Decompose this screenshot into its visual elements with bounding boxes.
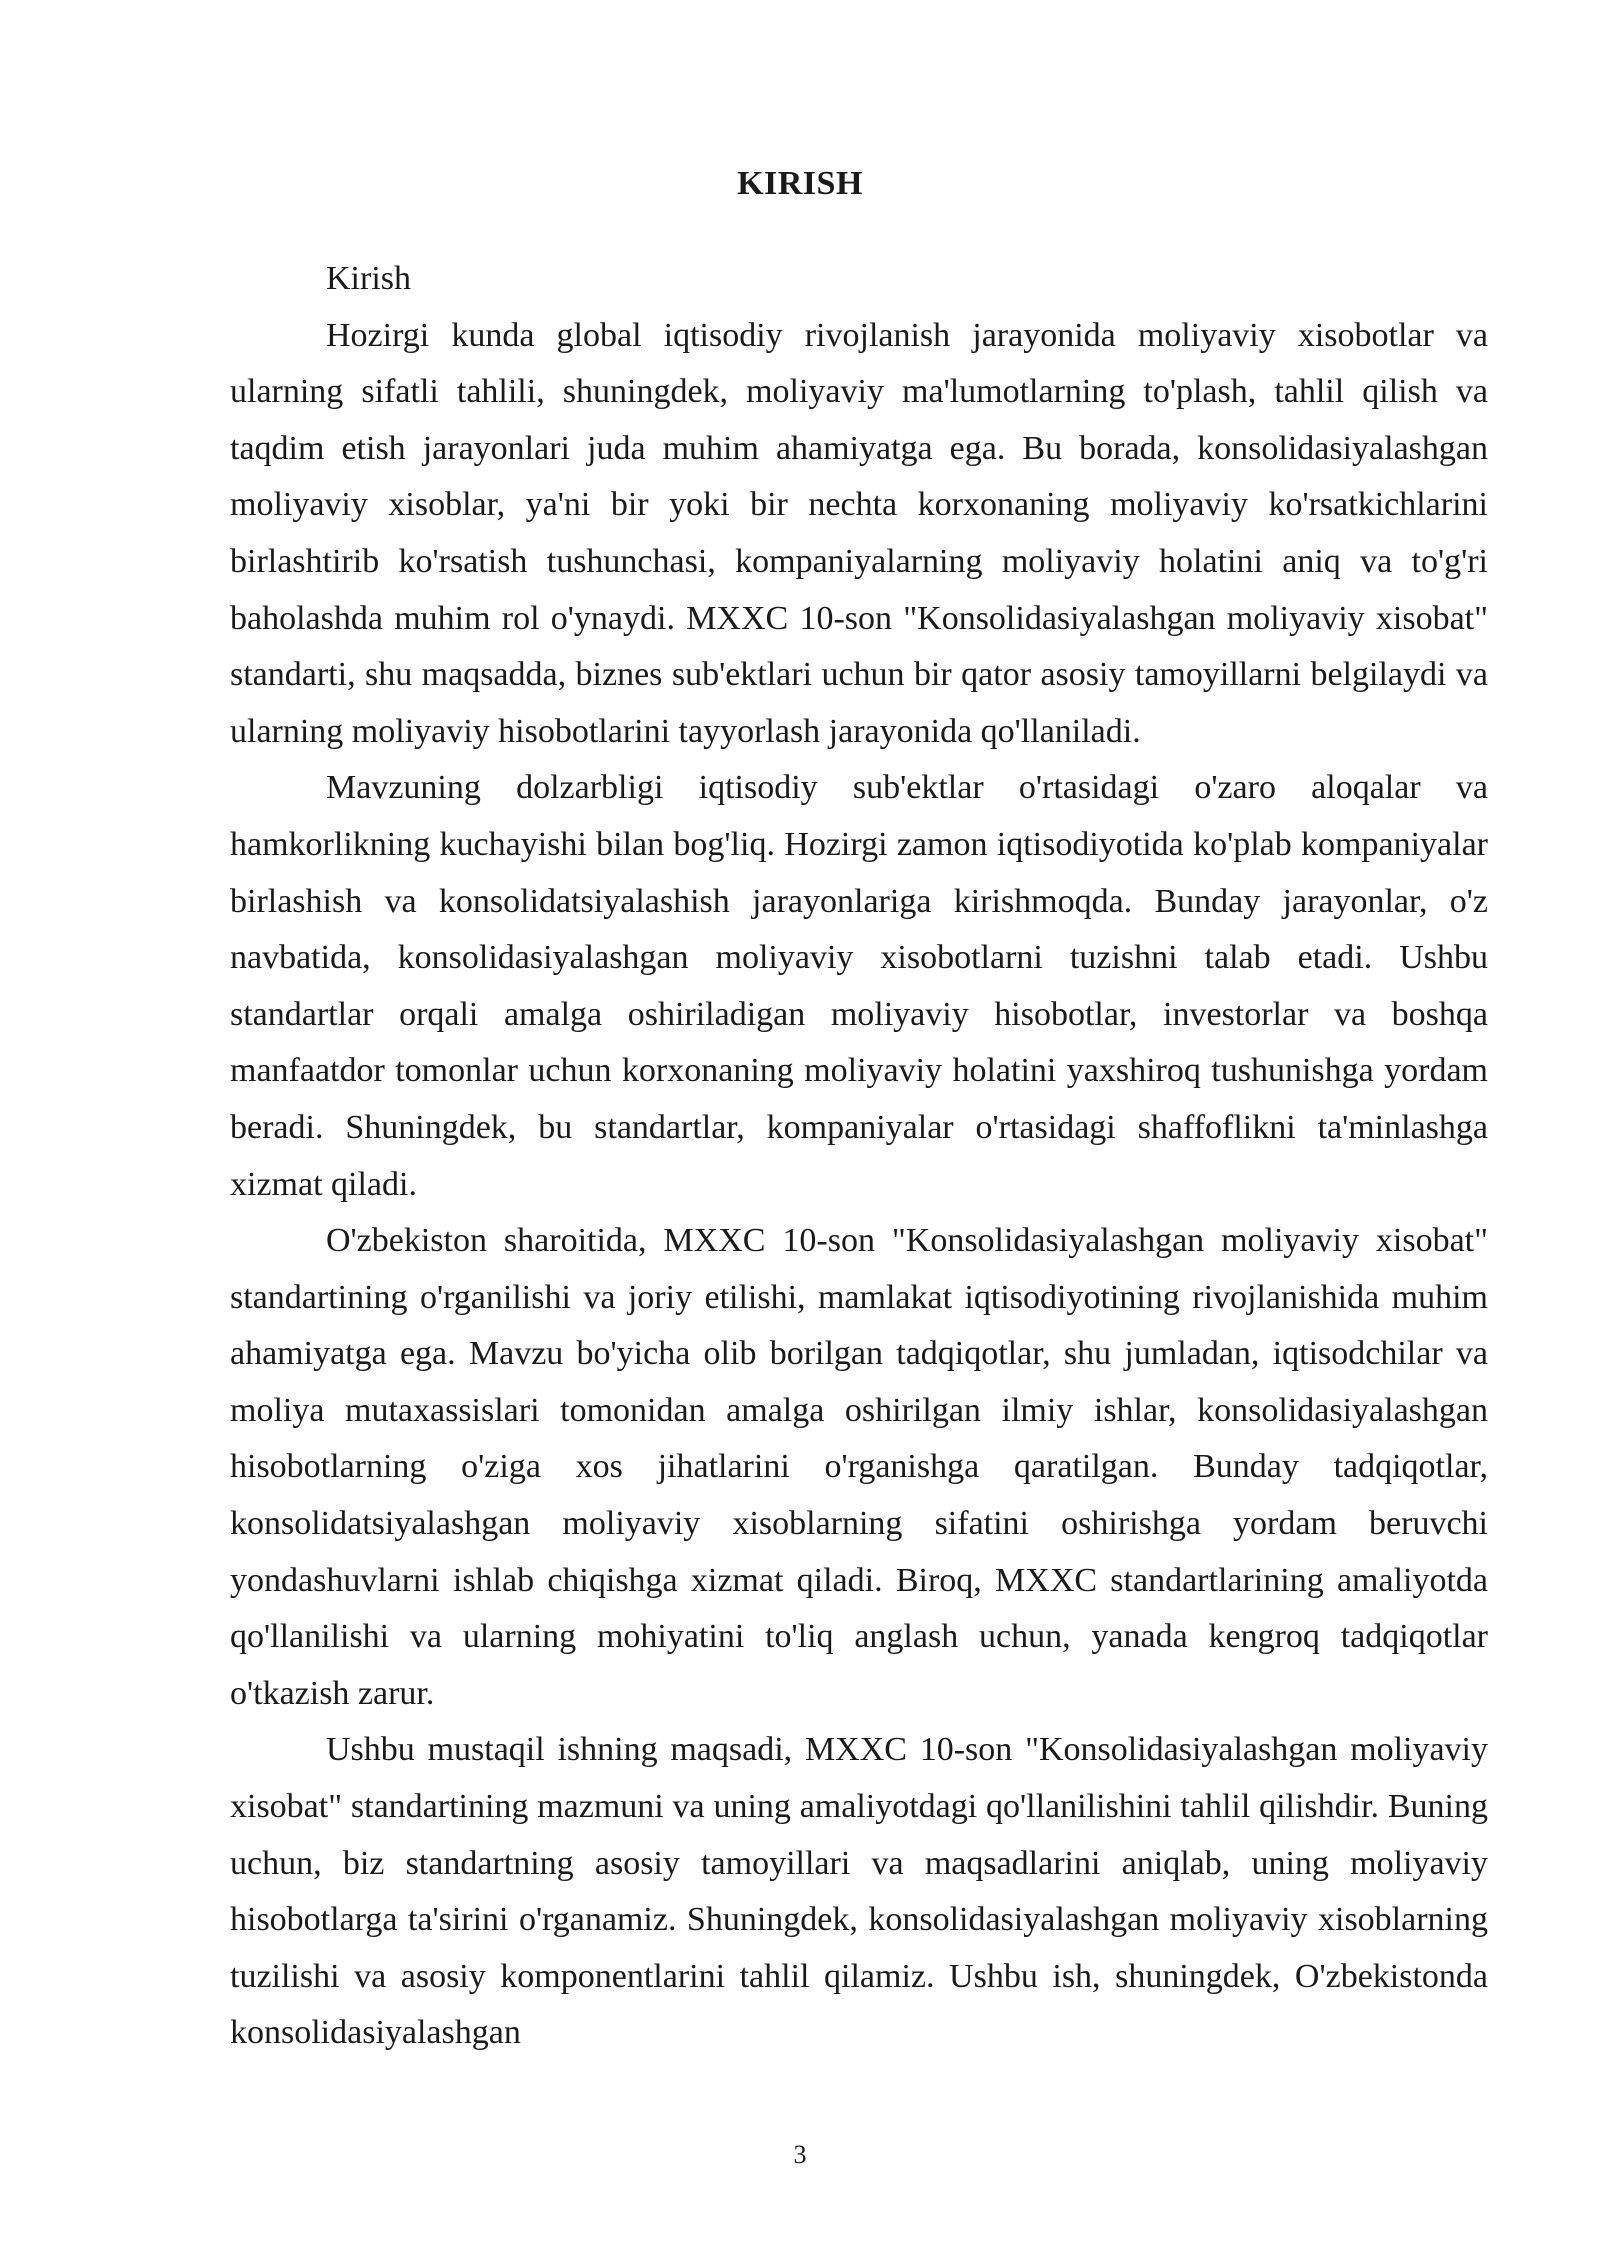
- body-text: [230, 251, 1488, 2062]
- paragraph-relevance: Mavzuning dolzarbligi iqtisodiy sub'ektlar o'rtasidagi o'zaro aloqalar va hamkorlikning kuchayishi bilan bog'liq. Hozirgi zamon iqtisodiyotida ko'plab kompaniyalar birlashish va konsolidatsiyalashish jarayonlariga kirishmoqda. Bunday jarayonlar, o'z navbatida, konsolidasiyalashgan moliyaviy xisobotlarni tuzishni talab etadi. Ushbu standartlar orqali amalga oshiriladigan moliyaviy hisobotlar, investorlar va boshqa manfaatdor tomonlar uchun korxonaning moliyaviy holatini yaxshiroq tushunishga yordam beradi. Shuningdek, bu standartlar, kompaniyalar o'rtasidagi shaffoflikni ta'minlashga xizmat qiladi.: [230, 769, 1488, 1203]
- paragraph-intro: Hozirgi kunda global iqtisodiy rivojlanish jarayonida moliyaviy xisobotlar va ularning sifatli tahlili, shuningdek, moliyaviy ma'lumotlarning to'plash, tahlil qilish va taqdim etish jarayonlari juda muhim ahamiyatga ega. Bu borada, konsolidasiyalashgan moliyaviy xisoblar, ya'ni bir yoki bir nechta korxonaning moliyaviy ko'rsatkichlarini birlashtirib ko'rsatish tushunchasi, kompaniyalarning moliyaviy holatini aniq va to'g'ri baholashda muhim rol o'ynaydi. MXXC 10-son "Konsolidasiyalashgan moliyaviy xisobat" standarti, shu maqsadda, biznes sub'ektlari uchun bir qator asosiy tamoyillarni belgilaydi va ularning moliyaviy hisobotlarini tayyorlash jarayonida qo'llaniladi.: [230, 316, 1488, 750]
- paragraph-uzbekistan: O'zbekiston sharoitida, MXXC 10-son "Konsolidasiyalashgan moliyaviy xisobat" standartining o'rganilishi va joriy etilishi, mamlakat iqtisodiyotining rivojlanishida muhim ahamiyatga ega. Mavzu bo'yicha olib borilgan tadqiqotlar, shu jumladan, iqtisodchilar va moliya mutaxassislari tomonidan amalga oshirilgan ilmiy ishlar, konsolidasiyalashgan hisobotlarning o'ziga xos jihatlarini o'rganishga qaratilgan. Bunday tadqiqotlar, konsolidatsiyalashgan moliyaviy xisoblarning sifatini oshirishga yordam beruvchi yondashuvlarni ishlab chiqishga xizmat qiladi. Biroq, MXXC standartlarining amaliyotda qo'llanilishi va ularning mohiyatini to'liq anglash uchun, yanada kengroq tadqiqotlar o'tkazish zarur.: [230, 1222, 1488, 1712]
- section-heading: KIRISH: [737, 165, 863, 202]
- subheading-paragraph: Kirish: [326, 260, 411, 297]
- page-number: 3: [793, 2140, 807, 2169]
- paragraph-purpose: Ushbu mustaqil ishning maqsadi, MXXC 10-son "Konsolidasiyalashgan moliyaviy xisobat" standartining mazmuni va uning amaliyotdagi qo'llanilishini tahlil qilishdir. Buning uchun, biz standartning asosiy tamoyillari va maqsadlarini aniqlab, uning moliyaviy hisobotlarga ta'sirini o'rganamiz. Shuningdek, konsolidasiyalashgan moliyaviy xisoblarning tuzilishi va asosiy komponentlarini tahlil qilamiz. Ushbu ish, shuningdek, O'zbekistonda konsolidasiyalashgan: [230, 1731, 1488, 2052]
